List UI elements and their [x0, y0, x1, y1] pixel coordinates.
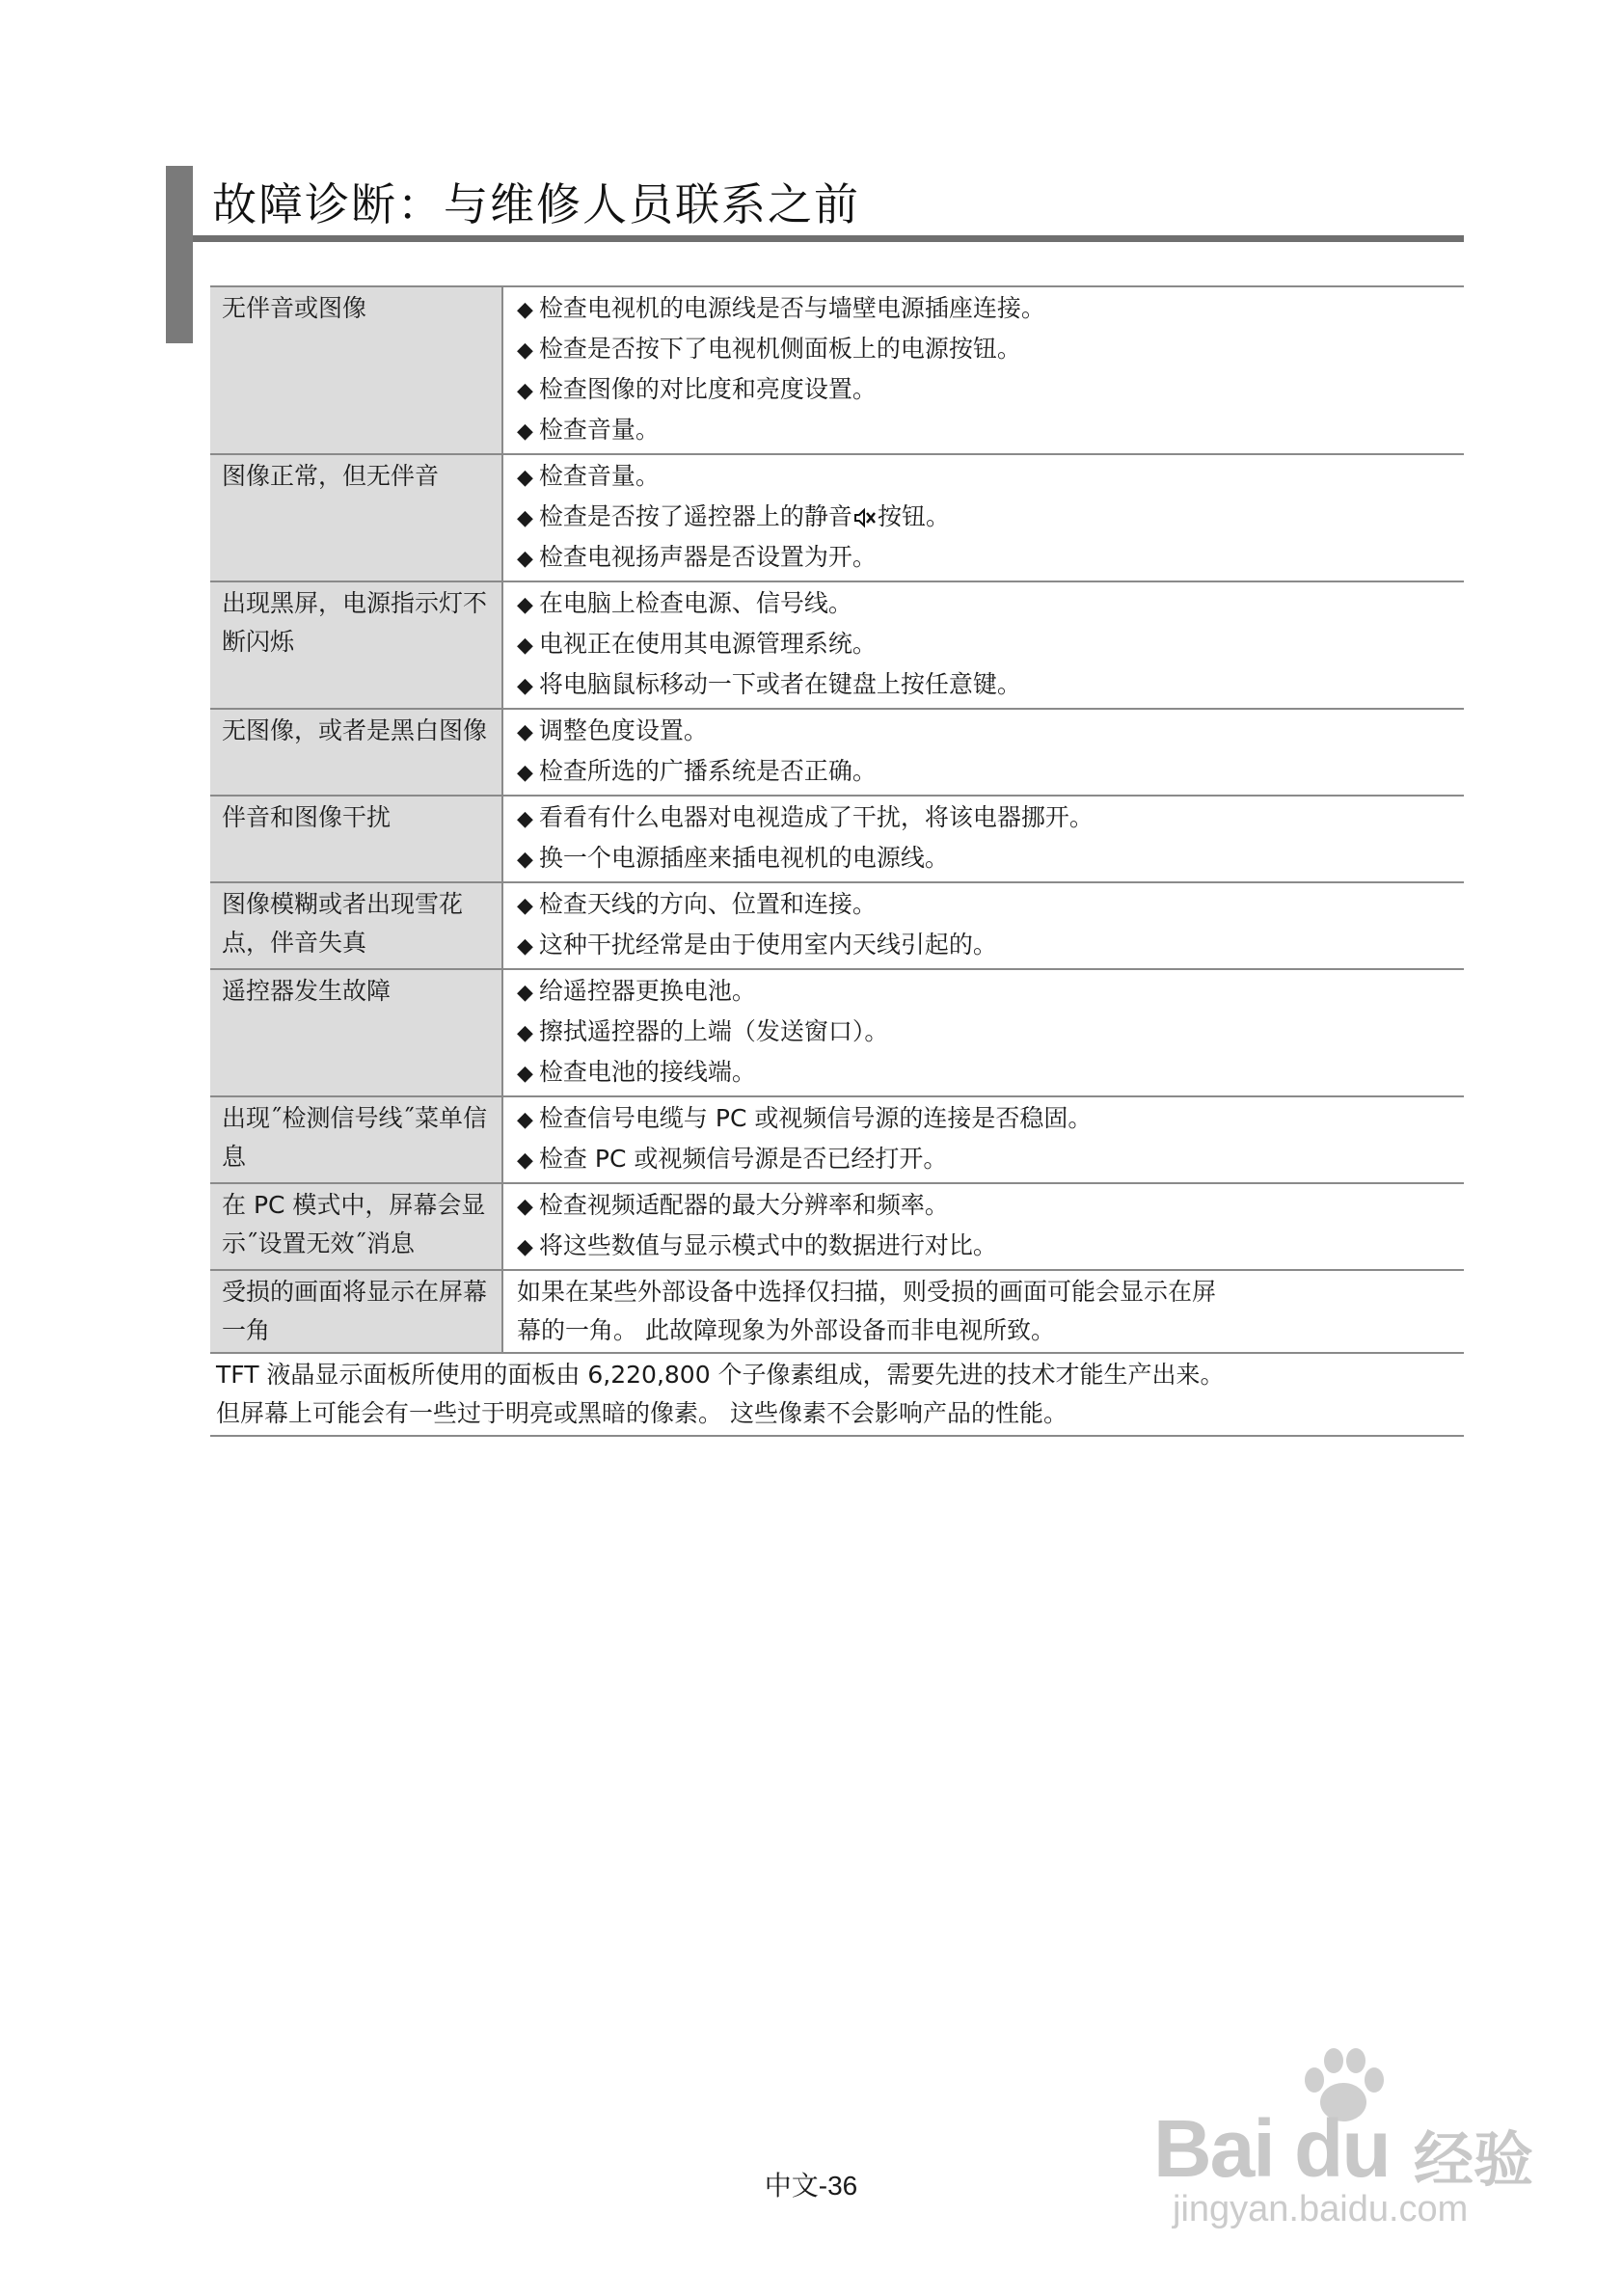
- symptom-cell: 图像正常，但无伴音: [210, 454, 502, 581]
- solution-cell: [502, 882, 1464, 969]
- solution-text: 看看有什么电器对电视造成了干扰，将该电器挪开。: [538, 803, 1094, 831]
- bullet-diamond-icon: ◆: [517, 761, 533, 785]
- solution-item: [517, 1140, 1452, 1180]
- bullet-diamond-icon: ◆: [517, 981, 533, 1005]
- solution-text: 按钮。: [877, 502, 950, 530]
- solution-item: [517, 712, 1452, 752]
- watermark-brand: Bai du: [1153, 2103, 1390, 2194]
- bullet-diamond-icon: ◆: [517, 934, 533, 959]
- watermark-url: jingyan.baidu.com: [1173, 2189, 1469, 2229]
- table-row: [210, 709, 1464, 796]
- symptom-cell: 在 PC 模式中，屏幕会显示˝设置无效˝消息: [210, 1183, 502, 1270]
- bullet-diamond-icon: ◆: [517, 338, 533, 363]
- solution-item: [517, 1013, 1452, 1053]
- bullet-diamond-icon: ◆: [517, 419, 533, 444]
- bullet-diamond-icon: ◆: [517, 1148, 533, 1173]
- solution-item: [517, 1099, 1452, 1140]
- footnote-line: TFT 液晶显示面板所使用的面板由 6,220,800 个子像素组成，需要先进的技术才能生产出来。: [216, 1361, 1225, 1389]
- description-line: [517, 1311, 1452, 1350]
- solution-text: 这种干扰经常是由于使用室内天线引起的。: [538, 931, 997, 959]
- solution-text: 将这些数值与显示模式中的数据进行对比。: [538, 1231, 997, 1259]
- solution-text: 电视正在使用其电源管理系统。: [538, 630, 877, 658]
- solution-item: [517, 498, 1452, 538]
- solution-text: 擦拭遥控器的上端（发送窗口）。: [538, 1017, 889, 1045]
- title-underline: [193, 235, 1464, 242]
- page-number: 中文-36: [764, 2171, 858, 2201]
- bullet-diamond-icon: ◆: [517, 298, 533, 322]
- symptom-cell: 遥控器发生故障: [210, 969, 502, 1096]
- solution-item: [517, 625, 1452, 665]
- baidu-jingyan-watermark: [1153, 2075, 1539, 2229]
- table-row: [210, 581, 1464, 709]
- bullet-diamond-icon: ◆: [517, 1021, 533, 1045]
- table-row: [210, 1183, 1464, 1270]
- solution-text: 检查图像的对比度和亮度设置。: [538, 375, 877, 403]
- solution-cell: [502, 796, 1464, 882]
- solution-text: 将电脑鼠标移动一下或者在键盘上按任意键。: [538, 670, 1021, 698]
- solution-text: 检查电视扬声器是否设置为开。: [538, 543, 877, 571]
- solution-item: [517, 411, 1452, 451]
- bullet-diamond-icon: ◆: [517, 379, 533, 403]
- solution-item: [517, 1053, 1452, 1094]
- solution-text: 检查 PC 或视频信号源是否已经打开。: [538, 1145, 948, 1173]
- bullet-diamond-icon: ◆: [517, 848, 533, 872]
- solution-cell: [502, 1096, 1464, 1183]
- solution-cell: [502, 454, 1464, 581]
- solution-cell: [502, 1183, 1464, 1270]
- solution-cell: [502, 1270, 1464, 1353]
- page-title: 故障诊断：与维修人员联系之前: [212, 178, 860, 230]
- bullet-diamond-icon: ◆: [517, 674, 533, 698]
- bullet-diamond-icon: ◆: [517, 634, 533, 658]
- solution-item: [517, 289, 1452, 330]
- bullet-diamond-icon: ◆: [517, 593, 533, 617]
- solution-text: 给遥控器更换电池。: [538, 977, 756, 1005]
- bullet-diamond-icon: ◆: [517, 547, 533, 571]
- solution-item: [517, 926, 1452, 966]
- solution-item: [517, 1186, 1452, 1227]
- table-row: [210, 1270, 1464, 1353]
- solution-item: [517, 1227, 1452, 1267]
- table-row: [210, 882, 1464, 969]
- solution-item: [517, 538, 1452, 579]
- footnote-cell: [210, 1353, 1464, 1436]
- solution-item: [517, 839, 1452, 879]
- solution-item: [517, 330, 1452, 370]
- solution-cell: [502, 709, 1464, 796]
- solution-item: [517, 885, 1452, 926]
- symptom-cell: 出现˝检测信号线˝菜单信息: [210, 1096, 502, 1183]
- solution-text: 在电脑上检查电源、信号线。: [538, 589, 852, 617]
- bullet-diamond-icon: ◆: [517, 720, 533, 744]
- solution-item: [517, 457, 1452, 498]
- bullet-diamond-icon: ◆: [517, 894, 533, 918]
- solution-text: 检查音量。: [538, 416, 660, 444]
- solution-text: 调整色度设置。: [538, 716, 708, 744]
- solution-text: 检查视频适配器的最大分辨率和频率。: [538, 1191, 949, 1219]
- table-row: [210, 969, 1464, 1096]
- bullet-diamond-icon: ◆: [517, 1108, 533, 1132]
- solution-text: 检查所选的广播系统是否正确。: [538, 757, 877, 785]
- solution-item: [517, 665, 1452, 706]
- table-row: [210, 286, 1464, 454]
- bullet-diamond-icon: ◆: [517, 807, 533, 831]
- symptom-cell: 受损的画面将显示在屏幕一角: [210, 1270, 502, 1353]
- symptom-cell: 伴音和图像干扰: [210, 796, 502, 882]
- solution-text: 如果在某些外部设备中选择仅扫描，则受损的画面可能会显示在屏: [517, 1278, 1217, 1306]
- solution-cell: [502, 581, 1464, 709]
- solution-item: [517, 752, 1452, 793]
- watermark-brand-cn: 经验: [1414, 2124, 1534, 2195]
- footnote-line: 但屏幕上可能会有一些过于明亮或黑暗的像素。 这些像素不会影响产品的性能。: [216, 1399, 1068, 1427]
- symptom-cell: 无伴音或图像: [210, 286, 502, 454]
- solution-item: [517, 798, 1452, 839]
- solution-text: 检查信号电缆与 PC 或视频信号源的连接是否稳固。: [538, 1104, 1093, 1132]
- solution-item: [517, 370, 1452, 411]
- symptom-cell: 图像模糊或者出现雪花点，伴音失真: [210, 882, 502, 969]
- table-row: [210, 796, 1464, 882]
- bullet-diamond-icon: ◆: [517, 466, 533, 490]
- solution-text: 检查音量。: [538, 462, 660, 490]
- footnote-row: [210, 1353, 1464, 1436]
- solution-item: [517, 584, 1452, 625]
- troubleshooting-table: [210, 285, 1464, 1437]
- symptom-cell: 无图像，或者是黑白图像: [210, 709, 502, 796]
- bullet-diamond-icon: ◆: [517, 1062, 533, 1086]
- header-accent-bar: [166, 166, 193, 343]
- solution-cell: [502, 969, 1464, 1096]
- solution-text: 检查是否按下了电视机侧面板上的电源按钮。: [538, 335, 1021, 363]
- solution-cell: [502, 286, 1464, 454]
- bullet-diamond-icon: ◆: [517, 506, 533, 530]
- solution-text: 换一个电源插座来插电视机的电源线。: [538, 844, 949, 872]
- solution-text: 检查电视机的电源线是否与墙壁电源插座连接。: [538, 294, 1045, 322]
- solution-text: 检查是否按了遥控器上的静音: [538, 502, 852, 530]
- bullet-diamond-icon: ◆: [517, 1195, 533, 1219]
- solution-text: 幕的一角。 此故障现象为外部设备而非电视所致。: [517, 1316, 1055, 1344]
- bullet-diamond-icon: ◆: [517, 1235, 533, 1259]
- description-line: [517, 1273, 1452, 1311]
- table-row: [210, 454, 1464, 581]
- table-row: [210, 1096, 1464, 1183]
- symptom-cell: 出现黑屏，电源指示灯不断闪烁: [210, 581, 502, 709]
- solution-text: 检查天线的方向、位置和连接。: [538, 890, 877, 918]
- solution-item: [517, 972, 1452, 1013]
- solution-text: 检查电池的接线端。: [538, 1058, 756, 1086]
- mute-speaker-icon: [853, 507, 877, 528]
